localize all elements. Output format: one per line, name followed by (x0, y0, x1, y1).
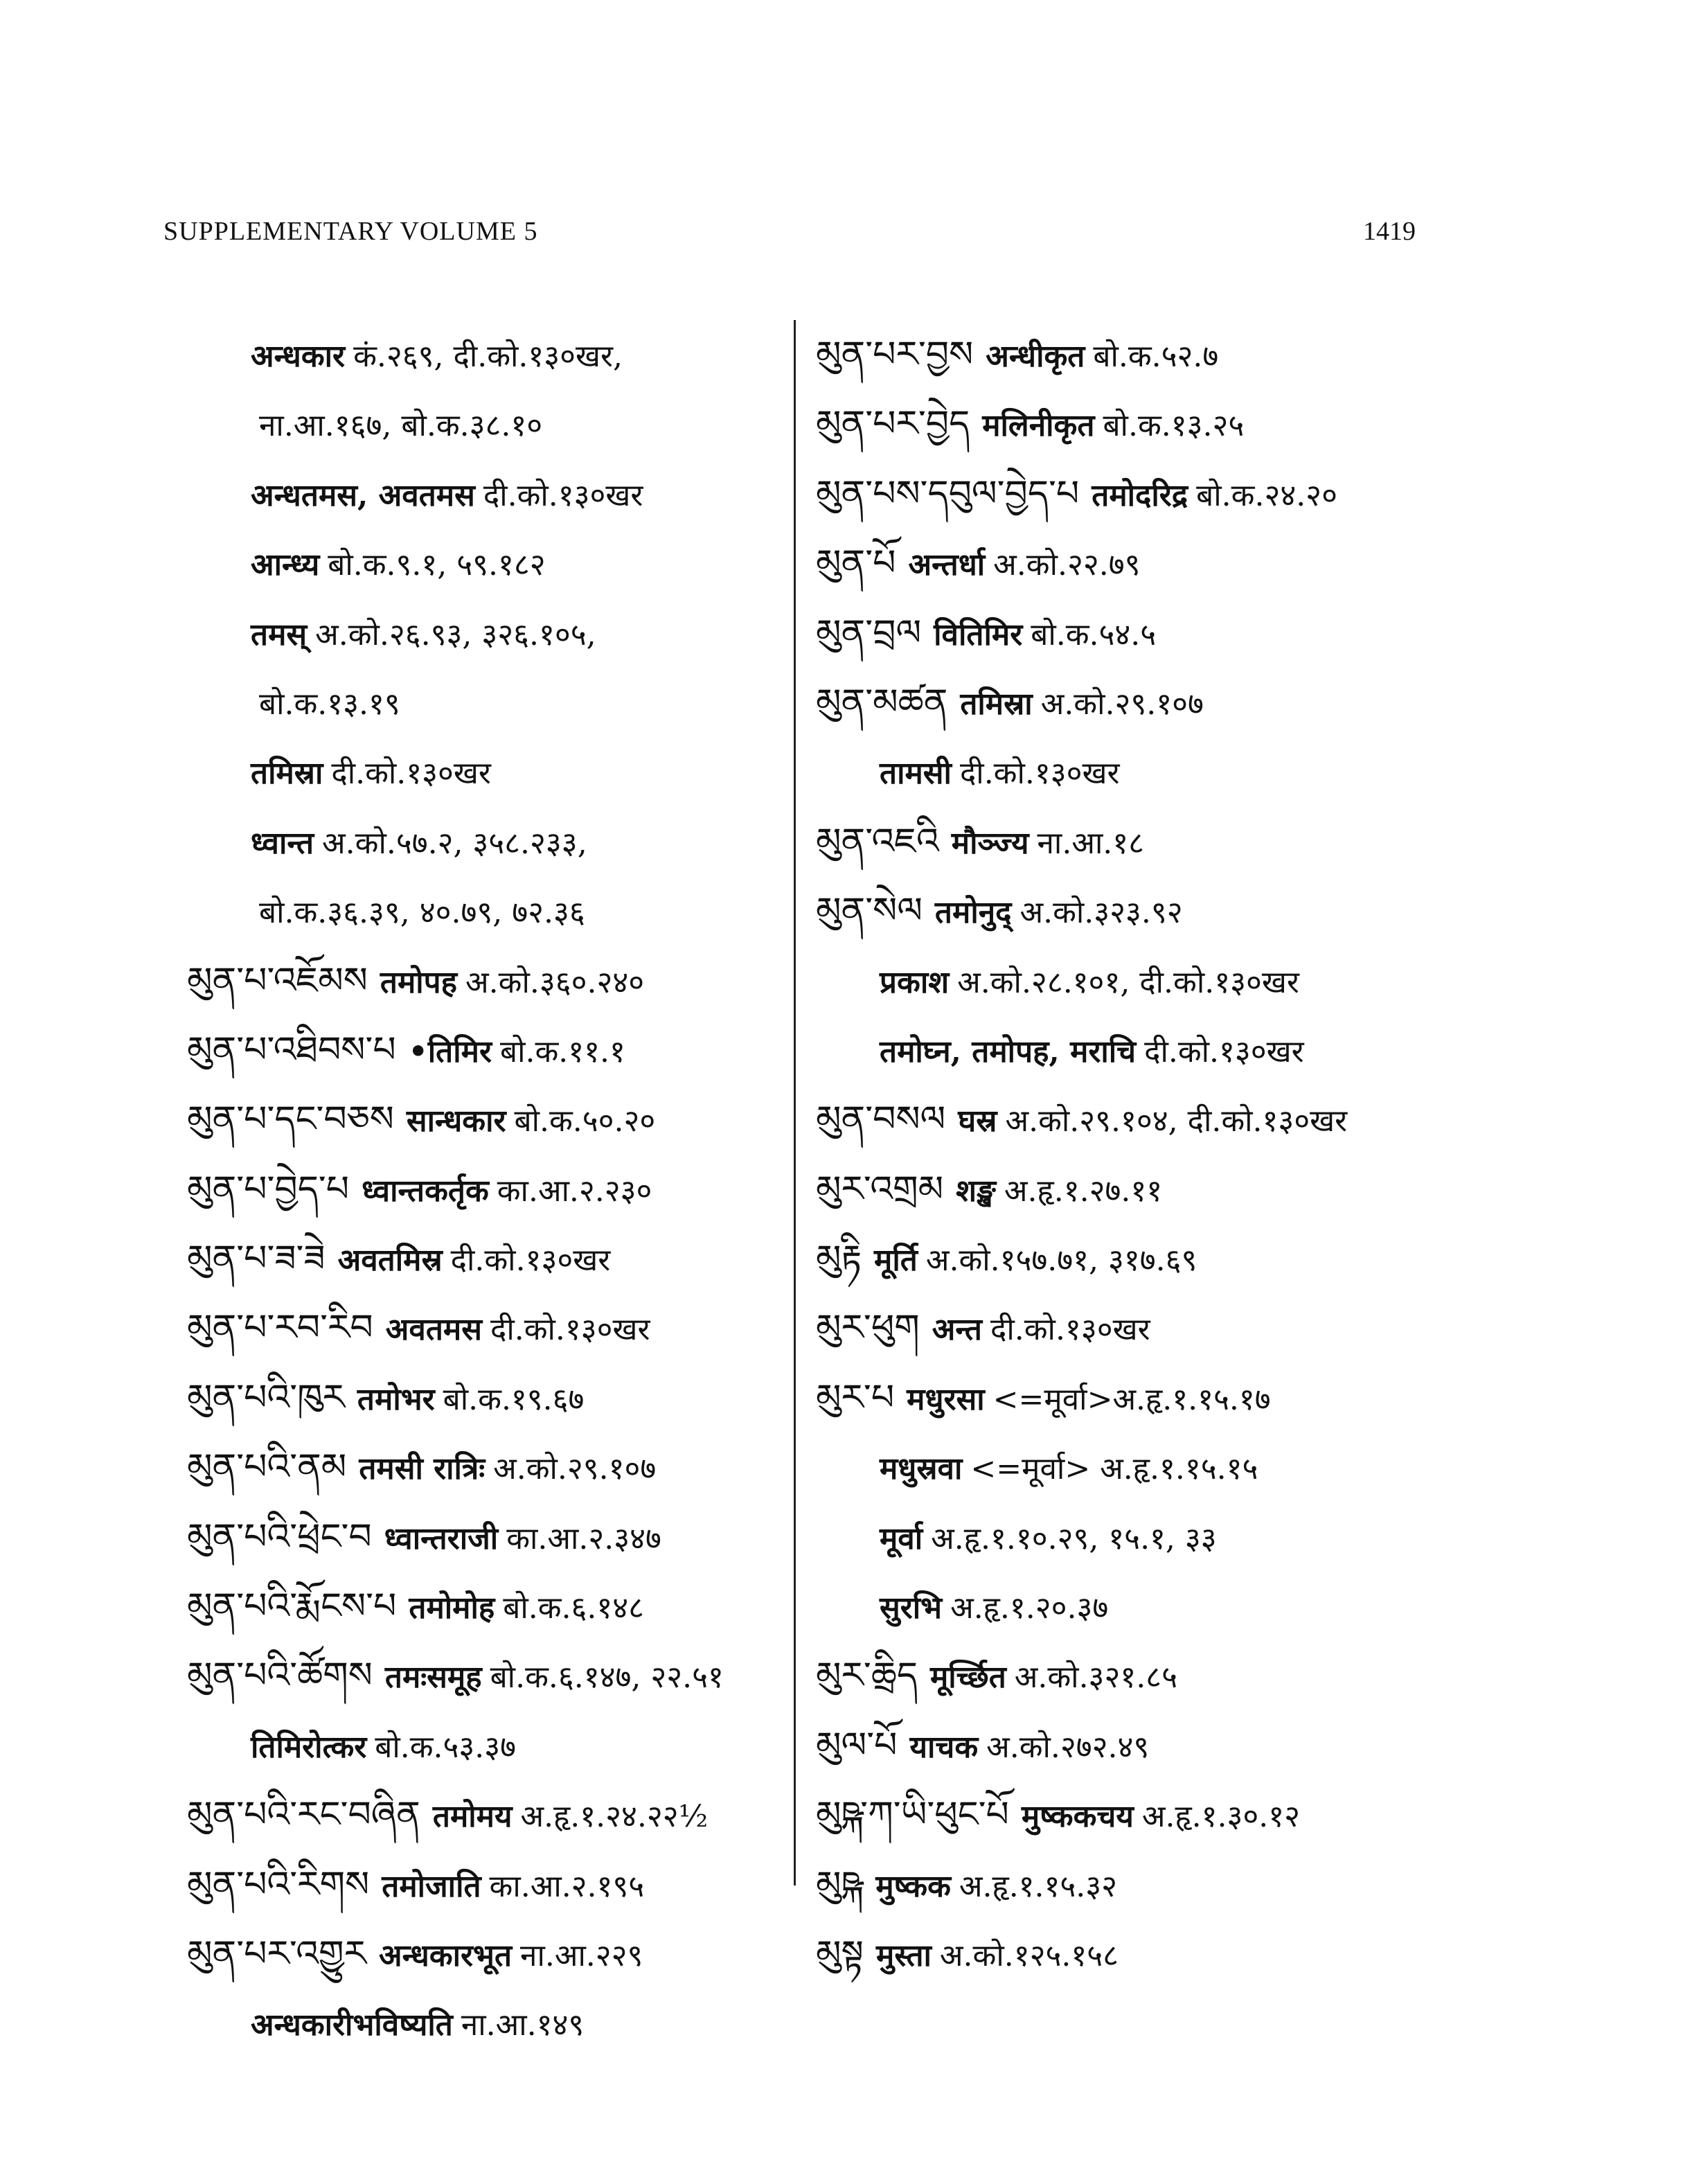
dictionary-entry (187, 1432, 796, 1502)
source-reference: का.आ.२.२३० (497, 1173, 652, 1209)
tibetan-headword: མུན་པའི་རྨོངས་པ (187, 1586, 397, 1628)
sanskrit-equivalent: मधुस्रवा (880, 1451, 963, 1487)
tibetan-headword: མུན་པ་རབ་རིབ (187, 1307, 373, 1349)
dictionary-entry (816, 1224, 1425, 1293)
source-reference: दी.को.१३०खर (959, 756, 1120, 792)
source-reference: बो.क.१३.२५ (1103, 408, 1245, 444)
sanskrit-equivalent: मौञ्ज्य (951, 825, 1029, 861)
dictionary-entry (816, 1711, 1425, 1780)
sanskrit-equivalent: मुष्ककचय (1021, 1799, 1134, 1835)
dictionary-entry (187, 668, 796, 737)
dictionary-entry (816, 1572, 1425, 1641)
sanskrit-equivalent: प्रकाश (880, 964, 950, 1000)
source-reference: दी.को.१३०खर (483, 477, 643, 513)
tibetan-headword: མུན་འཇའི (816, 820, 939, 862)
sanskrit-equivalent: तमोमय (432, 1799, 513, 1835)
tibetan-headword: མུན་པའི་ནམ (187, 1446, 347, 1489)
dictionary-entry (187, 876, 796, 945)
source-reference: ना.आ.१४९ (461, 2007, 585, 2043)
tibetan-headword: མུན་པོ (816, 542, 896, 585)
tibetan-headword: མུན་པ་ཟ་ཟེ (187, 1238, 326, 1280)
source-reference: <=मूर्वा> अ.हृ.१.१५.१५ (970, 1451, 1258, 1487)
tibetan-headword: མུན་སེལ (816, 890, 923, 932)
dictionary-entry (816, 876, 1425, 945)
source-reference: बो.क.१९.६७ (443, 1381, 585, 1417)
dictionary-entry (816, 946, 1425, 1015)
source-reference: अ.को.२७२.४९ (986, 1729, 1150, 1765)
dictionary-entry (816, 389, 1425, 459)
source-reference: अ.हृ.१.१०.२९, १५.१, ३३ (931, 1520, 1217, 1556)
source-reference: का.आ.२.३४७ (506, 1520, 661, 1556)
tibetan-headword: མུན་བྲལ (816, 612, 922, 654)
dictionary-entry (816, 1641, 1425, 1710)
dictionary-entry (816, 1015, 1425, 1085)
source-reference: अ.को.२९.१०७ (493, 1451, 657, 1487)
dictionary-entry (187, 1502, 796, 1572)
source-reference: बो.क.२४.२० (1196, 477, 1337, 513)
sanskrit-equivalent: तमसी रात्रिः (359, 1451, 486, 1487)
tibetan-headword: མུསྟ (816, 1933, 864, 1975)
sanskrit-equivalent: सान्धकार (406, 1103, 506, 1139)
dictionary-entry (816, 529, 1425, 598)
dictionary-entry (187, 737, 796, 806)
dictionary-entry (187, 1015, 796, 1085)
source-reference: बो.क.५०.२० (514, 1103, 656, 1139)
tibetan-headword: མུན་པའི་ཕྲེང་བ (187, 1516, 372, 1558)
source-reference: बो.क.९.१, ५९.१८२ (328, 547, 546, 583)
sanskrit-equivalent: तामसी (880, 756, 952, 792)
tibetan-headword: མུན་པར་བྱེད (816, 403, 970, 445)
tibetan-headword: མུཥྐ་ཀ་ཡི་ཕུང་པོ (816, 1794, 1009, 1836)
dictionary-entry (187, 529, 796, 598)
dictionary-entry (187, 1363, 796, 1432)
tibetan-headword: མུན་མཚན (816, 681, 948, 723)
source-reference: दी.को.१३०खर (331, 756, 491, 792)
sanskrit-equivalent: तमःसमूह (384, 1660, 482, 1696)
left-column (187, 320, 796, 2059)
sanskrit-equivalent: तमस् (251, 616, 308, 652)
sanskrit-equivalent: तमिस्रा (251, 756, 323, 792)
sanskrit-equivalent: तमिस्रा (960, 686, 1033, 722)
source-reference: बो.क.६.१४८ (503, 1590, 645, 1626)
dictionary-entry (816, 807, 1425, 876)
dictionary-entry (816, 1293, 1425, 1362)
source-reference: <=मूर्वा>अ.हृ.१.१५.१७ (992, 1381, 1271, 1417)
dictionary-entry (187, 1572, 796, 1641)
dictionary-entry (816, 737, 1425, 806)
sanskrit-equivalent: तिमिरोत्कर (251, 1729, 367, 1765)
tibetan-headword: མུན་པའི་རང་བཞིན (187, 1794, 420, 1836)
dictionary-entry (816, 1363, 1425, 1432)
source-reference: अ.हृ.१.२०.३७ (950, 1590, 1109, 1626)
tibetan-headword: མུན་པར་འགྱུར (187, 1933, 366, 1975)
source-reference: अ.हृ.१.२७.११ (1004, 1173, 1163, 1209)
sanskrit-equivalent: अन्धकारभूत (378, 1937, 513, 1973)
source-reference: अ.को.३२३.९२ (1019, 895, 1183, 931)
sanskrit-equivalent: अन्धतमस, अवतमस (251, 477, 475, 513)
source-reference: अ.हृ.१.१५.३२ (959, 1868, 1118, 1904)
source-reference: बो.क.१३.१९ (259, 686, 400, 722)
sanskrit-equivalent: आन्ध्य (251, 547, 320, 583)
sanskrit-equivalent: घस्र (958, 1103, 997, 1139)
source-reference: दी.को.१३०खर (990, 1312, 1150, 1348)
dictionary-entry (816, 598, 1425, 668)
sanskrit-equivalent: तमोपह (380, 964, 458, 1000)
sanskrit-equivalent: अन्धीकृत (986, 339, 1085, 374)
source-reference: अ.को.२६.९३, ३२६.१०५, (315, 616, 596, 652)
source-reference: दी.को.१३०खर (1144, 1033, 1304, 1069)
tibetan-headword: མུར་འགྲམ (816, 1168, 944, 1210)
dictionary-entry (187, 807, 796, 876)
source-reference: बो.क.३६.३९, ४०.७९, ७२.३६ (259, 895, 585, 931)
sanskrit-equivalent: तमोभर (357, 1381, 435, 1417)
tibetan-headword: མུཥྐ (816, 1863, 864, 1906)
dictionary-entry (187, 1293, 796, 1362)
sanskrit-equivalent: मूर्वा (880, 1520, 923, 1556)
sanskrit-equivalent: अन्तर्धा (908, 547, 986, 583)
tibetan-headword: མུན་པའི་ཚོགས (187, 1655, 373, 1697)
source-reference: अ.को.२९.१०७ (1040, 686, 1204, 722)
tibetan-headword: མུར་ཕུག (816, 1307, 920, 1349)
tibetan-headword: མུན་བསལ (816, 1099, 946, 1141)
sanskrit-equivalent: ध्वान्तराजी (384, 1520, 499, 1556)
tibetan-headword: མུར་པ (816, 1376, 895, 1419)
tibetan-headword: མུན་པར་བྱས (816, 334, 974, 375)
tibetan-headword: མུརྟི (816, 1238, 862, 1280)
source-reference: ना.आ.२२९ (520, 1937, 643, 1973)
page-number: 1419 (1363, 217, 1416, 246)
running-title: SUPPLEMENTARY VOLUME 5 (163, 217, 538, 246)
source-reference: अ.को.२२.७९ (993, 547, 1141, 583)
sanskrit-equivalent: मुस्ता (876, 1937, 932, 1973)
source-reference: का.आ.२.१९५ (489, 1868, 645, 1904)
sanskrit-equivalent: वितिमिर (934, 616, 1023, 652)
tibetan-headword: མུར་ཆྲིད (816, 1655, 918, 1697)
source-reference: अ.को.३६०.२४० (465, 964, 645, 1000)
tibetan-headword: མུན་པ་འཐིབས་པ (187, 1029, 396, 1071)
source-reference: बो.क.६.१४७, २२.५१ (490, 1660, 724, 1696)
tibetan-headword: མུན་པའི་རིགས (187, 1863, 370, 1906)
sanskrit-equivalent: अन्धकारीभविष्यति (251, 2007, 453, 2043)
dictionary-entry (816, 1432, 1425, 1502)
source-reference: अ.को.१२५.१५८ (939, 1937, 1119, 1973)
source-reference: अ.को.३२१.८५ (1014, 1660, 1177, 1696)
sanskrit-equivalent: तमोमोह (409, 1590, 495, 1626)
source-reference: बो.क.५३.३७ (375, 1729, 517, 1765)
dictionary-entry (816, 320, 1425, 389)
tibetan-headword: མུན་པའི་ཁུར (187, 1376, 345, 1419)
dictionary-entry (816, 1780, 1425, 1849)
tibetan-headword: མུལ་པོ (816, 1724, 898, 1766)
dictionary-entry (187, 598, 796, 668)
source-reference: अ.को.५७.२, ३५८.२३३, (322, 825, 587, 861)
source-reference: ना.आ.१८ (1037, 825, 1145, 861)
sanskrit-equivalent: सुरभि (880, 1590, 943, 1626)
dictionary-entry (187, 1780, 796, 1849)
tibetan-headword: མུན་པ་བྱེད་པ (187, 1168, 350, 1210)
source-reference: बो.क.५२.७ (1093, 339, 1219, 374)
source-reference: अ.को.२९.१०४, दी.को.१३०खर (1005, 1103, 1348, 1139)
dictionary-entry (187, 459, 796, 529)
dictionary-entry (816, 1919, 1425, 1989)
right-column (816, 320, 1425, 1989)
source-reference: अ.हृ.१.२४.२२½ (520, 1799, 709, 1835)
dictionary-entry (187, 1641, 796, 1710)
dictionary-entry (187, 389, 796, 459)
sanskrit-equivalent: मूर्ति (874, 1243, 918, 1279)
sanskrit-equivalent: अवतमस (385, 1312, 482, 1348)
tibetan-headword: མུན་པ་དང་བཅས (187, 1099, 394, 1141)
source-reference: अ.को.२८.१०१, दी.को.१३०खर (957, 964, 1299, 1000)
source-reference: अ.हृ.१.३०.१२ (1141, 1799, 1301, 1835)
dictionary-entry (816, 459, 1425, 529)
sanskrit-equivalent: अन्त (932, 1312, 983, 1348)
source-reference: कं.२६९, दी.को.१३०खर, (353, 339, 623, 374)
dictionary-entry (187, 1850, 796, 1919)
dictionary-entry (187, 320, 796, 389)
sanskrit-equivalent: तमोघ्न, तमोपह, मराचि (880, 1033, 1137, 1069)
dictionary-entry (816, 1085, 1425, 1154)
source-reference: अ.को.१५७.७१, ३१७.६९ (925, 1243, 1197, 1279)
source-reference: बो.क.५४.५ (1031, 616, 1157, 652)
dictionary-entry (816, 668, 1425, 737)
sanskrit-equivalent: याचक (909, 1729, 979, 1765)
sanskrit-equivalent: ध्वान्तकर्तृक (362, 1173, 489, 1209)
sanskrit-equivalent: तमोनुद् (934, 895, 1012, 931)
source-reference: ना.आ.१६७, बो.क.३८.१० (259, 408, 543, 444)
sanskrit-equivalent: तमोजाति (382, 1868, 481, 1904)
source-reference: दी.को.१३०खर (490, 1312, 650, 1348)
dictionary-entry (187, 1919, 796, 1989)
dictionary-entry (187, 946, 796, 1015)
tibetan-headword: མུན་པས་དབུལ་བྱེད་པ (816, 472, 1080, 515)
sanskrit-equivalent: मलिनीकृत (982, 408, 1095, 444)
dictionary-entry (187, 1224, 796, 1293)
dictionary-entry (816, 1502, 1425, 1572)
sanskrit-equivalent: मुष्कक (875, 1868, 951, 1904)
dictionary-entry (187, 1085, 796, 1154)
sanskrit-equivalent: अन्धकार (251, 339, 346, 374)
dictionary-entry (816, 1155, 1425, 1224)
dictionary-entry (816, 1850, 1425, 1919)
sanskrit-equivalent: तमोदरिद्र (1092, 477, 1188, 513)
dictionary-entry (187, 1155, 796, 1224)
column-divider (794, 320, 796, 1885)
source-reference: बो.क.११.१ (499, 1033, 625, 1069)
sanskrit-equivalent: ध्वान्त (251, 825, 314, 861)
sanskrit-equivalent: मूर्च्छित (929, 1660, 1006, 1696)
sanskrit-equivalent: मधुरसा (907, 1381, 985, 1417)
source-reference: दी.को.१३०खर (450, 1243, 611, 1279)
sanskrit-equivalent: •तिमिर (408, 1033, 492, 1069)
dictionary-entry (187, 1711, 796, 1780)
tibetan-headword: མུན་པ་འཇོམས (187, 959, 368, 1002)
dictionary-entry (187, 1989, 796, 2058)
sanskrit-equivalent: अवतमिस्र (337, 1243, 443, 1279)
sanskrit-equivalent: शङ्ख (956, 1173, 996, 1209)
